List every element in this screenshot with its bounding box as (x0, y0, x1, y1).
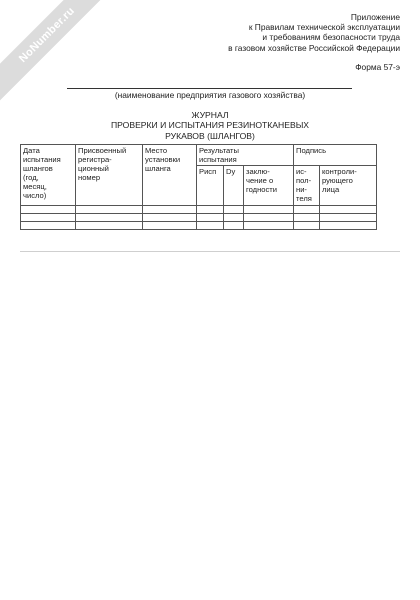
appendix-note (228, 12, 400, 53)
header-nominal-diameter: Dy (224, 166, 244, 205)
inspection-log-table (20, 144, 377, 230)
journal-title-line: ПРОВЕРКИ И ИСПЫТАНИЯ РЕЗИНОТКАНЕВЫХ (110, 120, 310, 131)
appendix-line: и требованиям безопасности труда (262, 32, 400, 43)
organization-caption: (наименование предприятия газового хозяйства) (114, 90, 306, 100)
header-test-date: Дата испытания шлангов (год, месяц, число) (21, 145, 76, 206)
header-controller-signature: контроли- рующего лица (320, 166, 377, 205)
watermark-text: NoNumber.ru (16, 4, 78, 66)
table-row (21, 205, 377, 213)
header-suitability-conclusion: заклю- чение о годности (244, 166, 294, 205)
appendix-line: к Правилам технической эксплуатации (248, 22, 400, 33)
header-executor-signature: ис- пол- ни- теля (294, 166, 320, 205)
table-row (21, 213, 377, 221)
header-test-results: Результаты испытания (197, 145, 294, 166)
page-bottom-divider (20, 251, 400, 252)
appendix-line: Приложение (350, 12, 400, 22)
table-row (21, 221, 377, 229)
journal-title-line: ЖУРНАЛ (191, 110, 229, 120)
header-signature: Подпись (294, 145, 377, 166)
header-test-pressure: Рисп (197, 166, 224, 205)
organization-name-line (67, 88, 352, 89)
journal-title-line: РУКАВОВ (ШЛАНГОВ) (165, 130, 255, 141)
journal-title (0, 110, 420, 141)
form-number: Форма 57-э (355, 62, 400, 72)
appendix-line: в газовом хозяйстве Российской Федерации (228, 42, 400, 53)
header-hose-location: Место установки шланга (143, 145, 197, 206)
header-registration-number: Присвоенный регистра- ционный номер (76, 145, 143, 206)
